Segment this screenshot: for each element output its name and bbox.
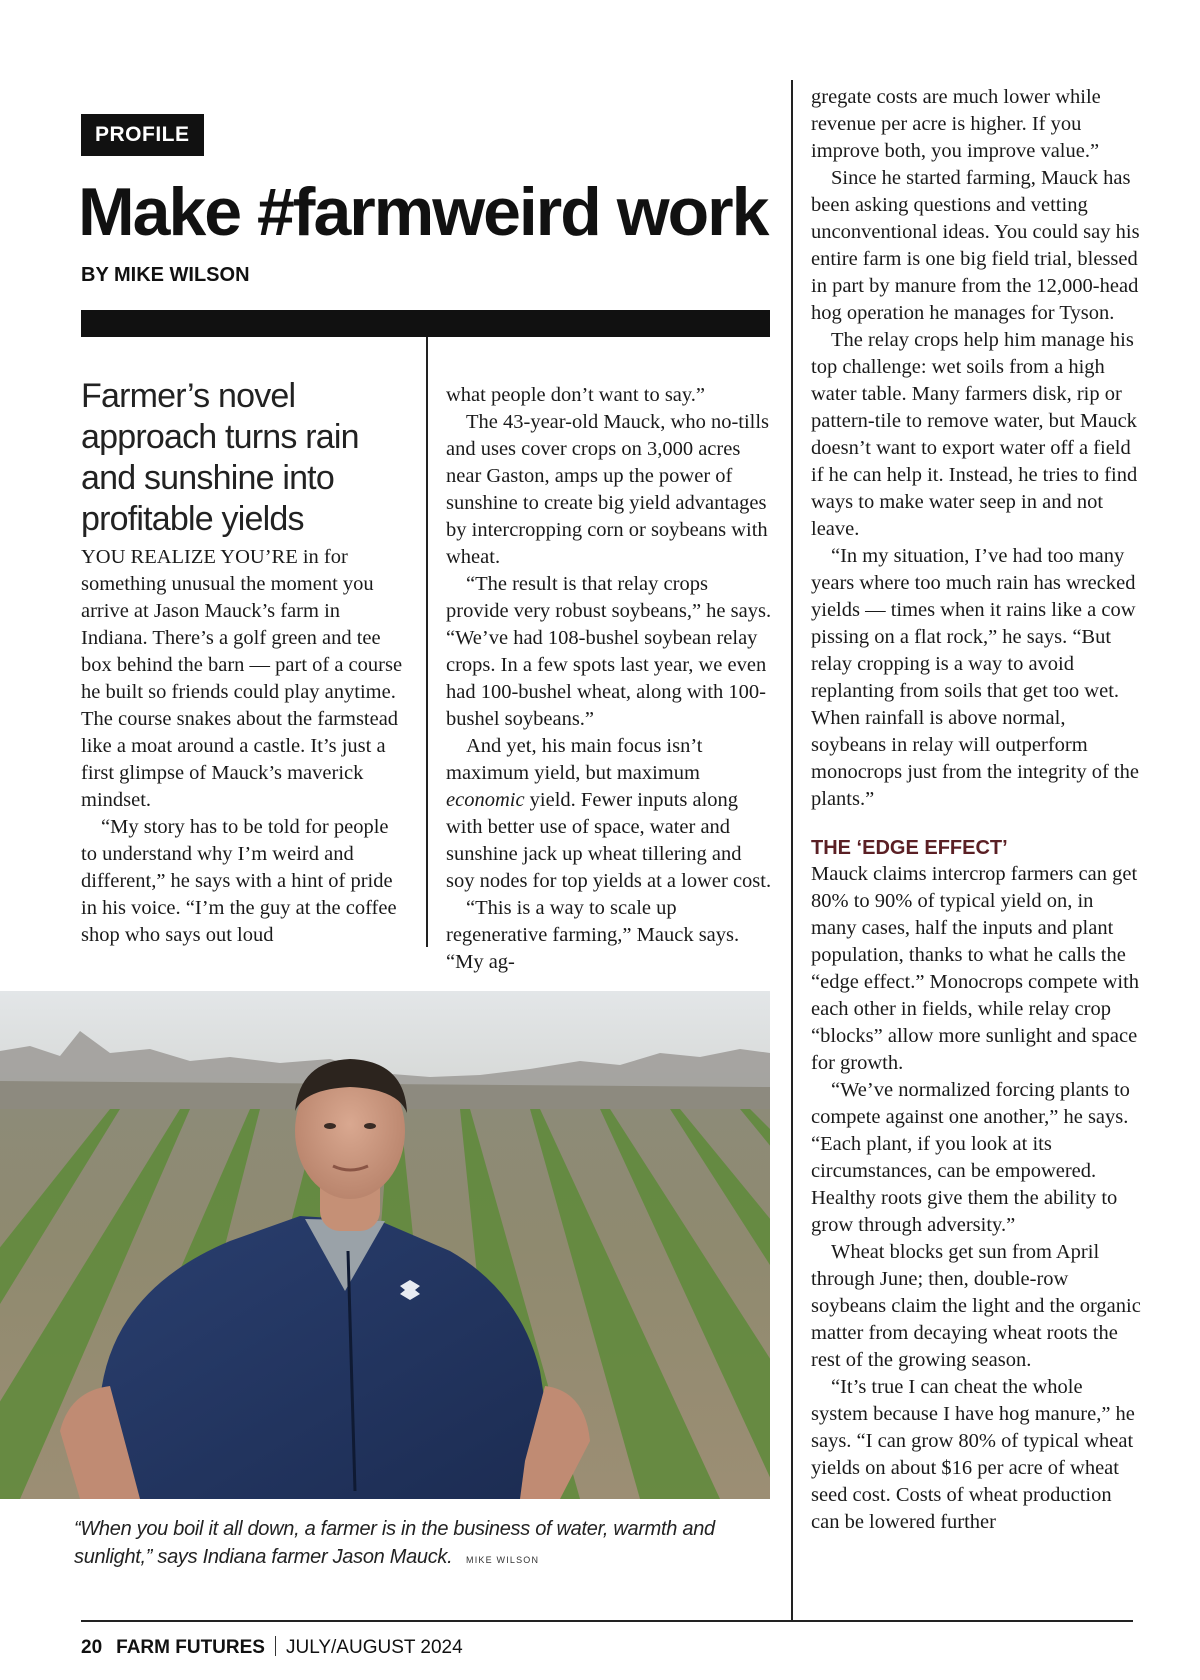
paragraph: The 43-year-old Mauck, who no-tills and uses cover crops on 3,000 acres near Gaston, amps up the power of sunshine to create big yield advantages by intercropping corn or soybeans with wheat. [446,411,770,568]
paragraph: what people don’t want to say.” [446,384,706,406]
paragraph: “It’s true I can cheat the whole system because I have hog manure,” he says. “I can grow 80% of typical wheat yields on about $16 per acre of wheat seed cost. Costs of wheat production can be lowered further [811,1376,1135,1533]
lead-in: YOU REALIZE YOU’RE [81,546,298,568]
paragraph: “In my situation, I’ve had too many years where too much rain has wrecked yields — times when it rains like a cow pissing on a flat rock,” he says. “But relay cropping is a way to avoid replanting from soils that get too wet. When rainfall is above normal, soybeans in relay will outperform monocrops just from the integrity of the plants.” [811,545,1139,810]
column-rule-right [791,80,793,1620]
paragraph: Since he started farming, Mauck has been asking questions and vetting unconventional ideas. You could say his entire farm is one big field trial, blessed in part by manure from the 12,000-head hog operation he manages for Tyson. [811,167,1140,324]
farmer-photo-illustration [0,991,770,1499]
section-tag: PROFILE [81,114,204,156]
footer-divider [275,1636,276,1656]
paragraph: gregate costs are much lower while revenue per acre is higher. If you improve both, you improve value.” [811,86,1101,162]
page-footer [81,1636,463,1660]
paragraph: “We’ve normalized forcing plants to compete against one another,” he says. “Each plant, if you look at its circumstances, can be empowered. Healthy roots give them the ability to grow through adversity.” [811,1079,1130,1236]
farmer-photo [0,991,770,1499]
paragraph: “The result is that relay crops provide very robust soybeans,” he says. “We’ve had 108-bushel soybean relay crops. In a few spots last year, we even had 100-bushel wheat, along with 100-bushel soybeans.” [446,573,772,730]
paragraph: “This is a way to scale up regenerative farming,” Mauck says. “My ag- [446,897,740,973]
emphasis: economic [446,789,525,811]
column-3 [811,84,1141,1536]
header-bar [81,310,770,337]
byline: BY MIKE WILSON [81,264,250,286]
column-2 [446,382,772,976]
subhead: THE ‘EDGE EFFECT’ [811,837,1008,859]
paragraph: “My story has to be told for people to understand why I’m weird and different,” he says with a hint of pride in his voice. “I’m the guy at the coffee shop who says out loud [81,816,397,946]
dek: Farmer’s novel approach turns rain and sunshine into profitable yields [81,377,359,538]
page-number: 20 [81,1637,103,1658]
photo-credit: MIKE WILSON [466,1555,540,1565]
column-rule-left [426,337,428,947]
issue-date: JULY/AUGUST 2024 [285,1637,463,1658]
paragraph: Wheat blocks get sun from April through June; then, double-row soybeans claim the light and the organic matter from decaying wheat roots the rest of the growing season. [811,1241,1141,1371]
photo-caption: “When you boil it all down, a farmer is in the business of water, warmth and sunlight,” says Indiana farmer Jason Mauck. [74,1518,715,1568]
magazine-name: FARM FUTURES [116,1637,265,1658]
headline: Make #farmweird work [78,174,768,250]
paragraph: The relay crops help him manage his top challenge: wet soils from a high water table. Many farmers disk, rip or pattern-tile to remove water, but Mauck doesn’t want to export water off a field if he can help it. Instead, he tries to find ways to make water seep in and not leave. [811,329,1138,540]
paragraph: And yet, his main focus isn’t maximum yield, but maximum economic yield. Fewer inputs along with better use of space, water and sunshine jack up wheat tillering and soy nodes for top yields at a lower cost. [446,735,772,892]
footer-rule [81,1620,1133,1622]
paragraph: YOU REALIZE YOU’RE in for something unusual the moment you arrive at Jason Mauck’s farm in Indiana. There’s a golf green and tee box behind the barn — part of a course he built so friends could play anytime. The course snakes about the farmstead like a moat around a castle. It’s just a first glimpse of Mauck’s maverick mindset. [81,546,403,811]
column-1 [81,544,409,949]
paragraph: Mauck claims intercrop farmers can get 80% to 90% of typical yield on, in many cases, half the inputs and plant population, thanks to what he calls the “edge effect.” Monocrops compete with each other in fields, while relay crop “blocks” allow more sunlight and space for growth. [811,863,1140,1074]
